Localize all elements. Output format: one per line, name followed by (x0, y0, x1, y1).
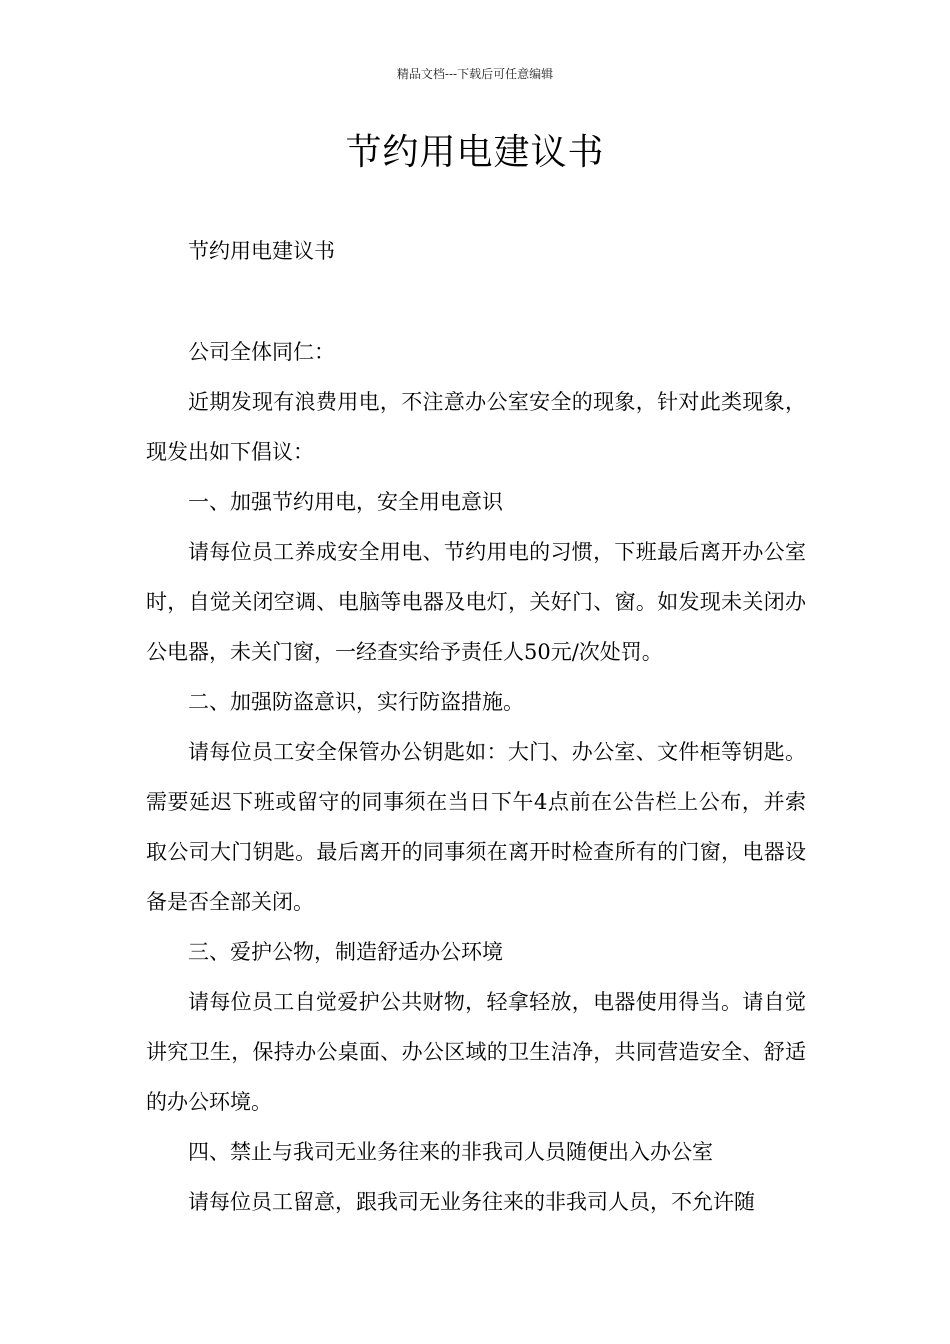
salutation: 公司全体同仁： (188, 340, 335, 364)
section-paragraph-2: 请每位员工安全保管办公钥匙如：大门、办公室、文件柜等钥匙。需要延迟下班或留守的同事须在当日下午4点前在公告栏上公布，并索取公司大门钥匙。最后离开的同事须在离开时检查所有的门窗，电器设备是否全部关闭。 (146, 740, 806, 914)
section-paragraph-3: 请每位员工自觉爱护公共财物，轻拿轻放，电器使用得当。请自觉讲究卫生，保持办公桌面、办公区域的卫生洁净，共同营造安全、舒适的办公环境。 (146, 990, 806, 1114)
section-heading-2: 二、加强防盗意识，实行防盗措施。 (188, 690, 524, 714)
section-paragraph-1: 请每位员工养成安全用电、节约用电的习惯，下班最后离开办公室时，自觉关闭空调、电脑等电器及电灯，关好门、窗。如发现未关闭办公电器，未关门窗，一经查实给予责任人50元/次处罚。 (146, 540, 806, 664)
header-note: 精品文档---下载后可任意编辑 (396, 67, 554, 81)
document-body (146, 327, 806, 1227)
section-heading-1: 一、加强节约用电，安全用电意识 (188, 490, 503, 514)
document-title: 节约用电建议书 (345, 132, 605, 173)
document-subtitle: 节约用电建议书 (188, 239, 335, 263)
section-heading-4: 四、禁止与我司无业务往来的非我司人员随便出入办公室 (188, 1140, 713, 1164)
section-heading-3: 三、爱护公物，制造舒适办公环境 (188, 940, 503, 964)
section-paragraph-4: 请每位员工留意，跟我司无业务往来的非我司人员，不允许随 (188, 1190, 755, 1214)
intro-paragraph: 近期发现有浪费用电，不注意办公室安全的现象，针对此类现象，现发出如下倡议： (146, 390, 806, 464)
